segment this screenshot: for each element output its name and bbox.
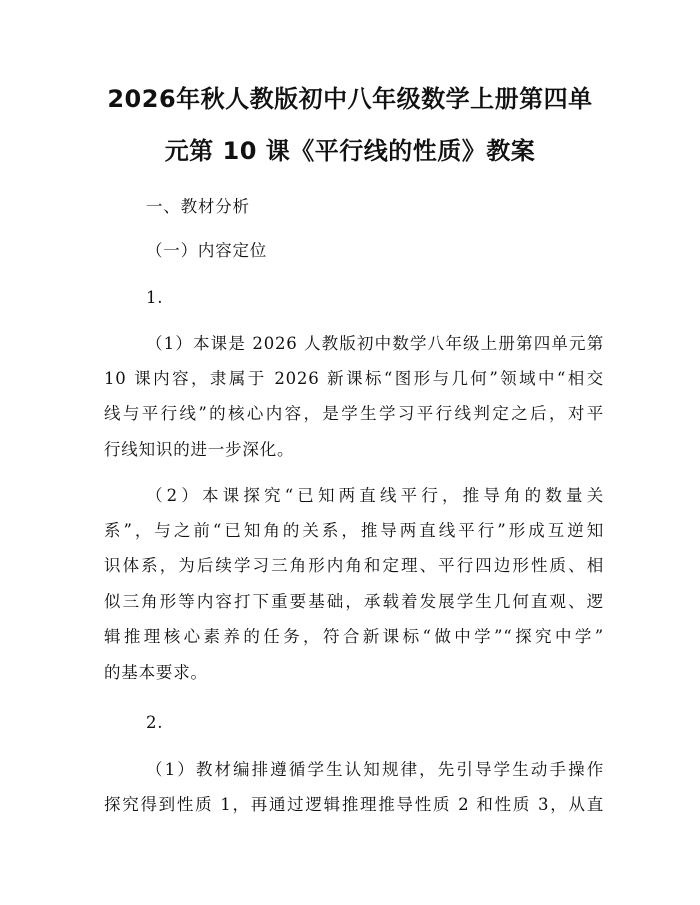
section-heading: 一、教材分析 [146, 197, 250, 216]
item-label: 2. [146, 713, 164, 732]
paragraph-1-line: 行线知识的进一步深化。 [104, 440, 295, 459]
paragraph-3-line: 探究得到性质 1，再通过逻辑推理推导性质 2 和性质 3，从直 [104, 795, 604, 814]
document-title-line-1: 2026年秋人教版初中八年级数学上册第四单 [107, 85, 593, 113]
paragraph-2-line: 系”，与之前“已知角的关系，推导两直线平行”形成互逆知 [104, 521, 604, 540]
paragraph-2-line: 似三角形等内容打下重要基础，承载着发展学生几何直观、逻 [104, 592, 604, 611]
paragraph-1-line: 10 课内容，隶属于 2026 新课标“图形与几何”领域中“相交 [104, 369, 604, 388]
paragraph-1-line: （1）本课是 2026 人教版初中数学八年级上册第四单元第 [146, 334, 604, 353]
paragraph-1-line: 线与平行线”的核心内容，是学生学习平行线判定之后，对平 [104, 404, 604, 423]
paragraph-2-line: （2）本课探究“已知两直线平行，推导角的数量关 [146, 486, 604, 505]
paragraph-2-line: 识体系，为后续学习三角形内角和定理、平行四边形性质、相 [104, 556, 604, 575]
subsection-heading: （一）内容定位 [146, 241, 268, 260]
paragraph-3-line: （1）教材编排遵循学生认知规律，先引导学生动手操作 [146, 760, 604, 779]
item-label: 1. [146, 288, 164, 307]
paragraph-2-line: 的基本要求。 [104, 663, 208, 682]
document-title-line-2: 元第 10 课《平行线的性质》教案 [164, 137, 536, 165]
paragraph-2-line: 辑推理核心素养的任务，符合新课标“做中学”“探究中学” [104, 627, 604, 646]
